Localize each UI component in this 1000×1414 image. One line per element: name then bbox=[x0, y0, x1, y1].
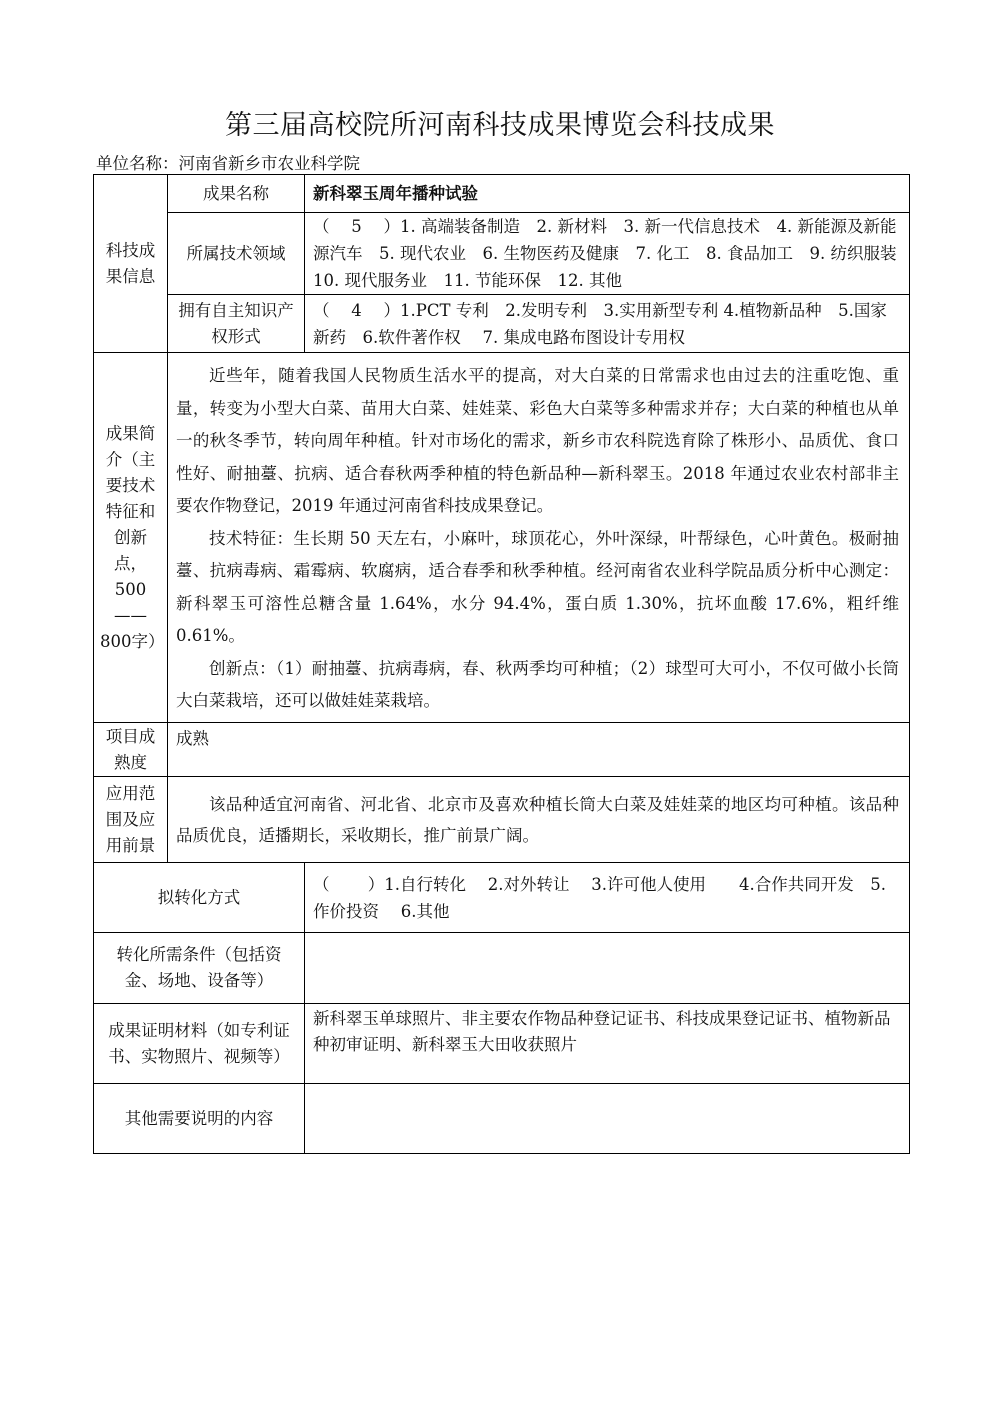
row-application bbox=[94, 777, 910, 863]
proof-label: 成果证明材料（如专利证书、实物照片、视频等） bbox=[94, 1004, 305, 1084]
achievement-name-label: 成果名称 bbox=[168, 175, 305, 213]
row-summary bbox=[94, 353, 910, 723]
row-transfer bbox=[94, 863, 910, 933]
tech-field-value: （ 5 ）1. 高端装备制造 2. 新材料 3. 新一代信息技术 4. 新能源及新能源汽车 5. 现代农业 6. 生物医药及健康 7. 化工 8. 食品加工 9. 纺织服装 10. 现代服务业 11. 节能环保 12. 其他 bbox=[305, 213, 910, 295]
other-label: 其他需要说明的内容 bbox=[94, 1084, 305, 1154]
tech-field-label: 所属技术领域 bbox=[168, 213, 305, 295]
row-achievement-name bbox=[94, 175, 910, 213]
unit-name-label: 单位名称： bbox=[96, 154, 179, 173]
other-value bbox=[305, 1084, 910, 1154]
row-conditions bbox=[94, 933, 910, 1004]
summary-content bbox=[168, 353, 910, 723]
row-tech-field bbox=[94, 213, 910, 295]
unit-name-line bbox=[96, 150, 360, 174]
application-value: 该品种适宜河南省、河北省、北京市及喜欢种植长筒大白菜及娃娃菜的地区均可种植。该品种品质优良，适播期长，采收期长，推广前景广阔。 bbox=[176, 794, 899, 845]
row-ip-form bbox=[94, 295, 910, 353]
row-other bbox=[94, 1084, 910, 1154]
ip-form-value: （ 4 ）1.PCT 专利 2.发明专利 3.实用新型专利 4.植物新品种 5.国家新药 6.软件著作权 7. 集成电路布图设计专用权 bbox=[305, 295, 910, 353]
application-label: 应用范围及应用前景 bbox=[94, 777, 168, 863]
maturity-value: 成熟 bbox=[168, 723, 910, 777]
achievement-form-table bbox=[93, 174, 913, 1154]
transfer-value: （ ）1.自行转化 2.对外转让 3.许可他人使用 4.合作共同开发 5.作价投资 6.其他 bbox=[305, 863, 910, 933]
conditions-label: 转化所需条件（包括资金、场地、设备等） bbox=[94, 933, 305, 1004]
ip-form-label: 拥有自主知识产权形式 bbox=[168, 295, 305, 353]
summary-paragraph-background: 近些年，随着我国人民物质生活水平的提高，对大白菜的日常需求也由过去的注重吃饱、重量，转变为小型大白菜、苗用大白菜、娃娃菜、彩色大白菜等多种需求并存；大白菜的种植也从单一的秋冬季节，转向周年种植。针对市场化的需求，新乡市农科院选育除了株形小、品质优、食口性好、耐抽薹、抗病、适合春秋两季种植的特色新品种—新科翠玉。2018 年通过农业农村部非主要农作物登记，2019 年通过河南省科技成果登记。 bbox=[176, 366, 899, 515]
unit-name-value: 河南省新乡市农业科学院 bbox=[178, 154, 360, 173]
summary-paragraph-innovation: 创新点：（1）耐抽薹、抗病毒病，春、秋两季均可种植；（2）球型可大可小，不仅可做小长筒大白菜栽培，还可以做娃娃菜栽培。 bbox=[176, 658, 899, 710]
proof-value: 新科翠玉单球照片、非主要农作物品种登记证书、科技成果登记证书、植物新品种初审证明、新科翠玉大田收获照片 bbox=[305, 1004, 910, 1084]
page-title: 第三届高校院所河南科技成果博览会科技成果 bbox=[225, 110, 775, 141]
summary-label: 成果简介（主要技术特征和创新点，500——800字） bbox=[94, 353, 168, 723]
conditions-value bbox=[305, 933, 910, 1004]
achievement-name-value: 新科翠玉周年播种试验 bbox=[305, 175, 910, 213]
info-section-label: 科技成果信息 bbox=[94, 175, 168, 353]
row-maturity bbox=[94, 723, 910, 777]
row-proof bbox=[94, 1004, 910, 1084]
summary-paragraph-features: 技术特征：生长期 50 天左右，小麻叶，球顶花心，外叶深绿，叶帮绿色，心叶黄色。极耐抽薹、抗病毒病、霜霉病、软腐病，适合春季和秋季种植。经河南省农业科学院品质分析中心测定：新科翠玉可溶性总糖含量 1.64%，水分 94.4%，蛋白质 1.30%，抗坏血酸 17.6%，粗纤维 0.61%。 bbox=[176, 528, 899, 645]
maturity-label: 项目成熟度 bbox=[94, 723, 168, 777]
application-content bbox=[168, 777, 910, 863]
transfer-label: 拟转化方式 bbox=[94, 863, 305, 933]
